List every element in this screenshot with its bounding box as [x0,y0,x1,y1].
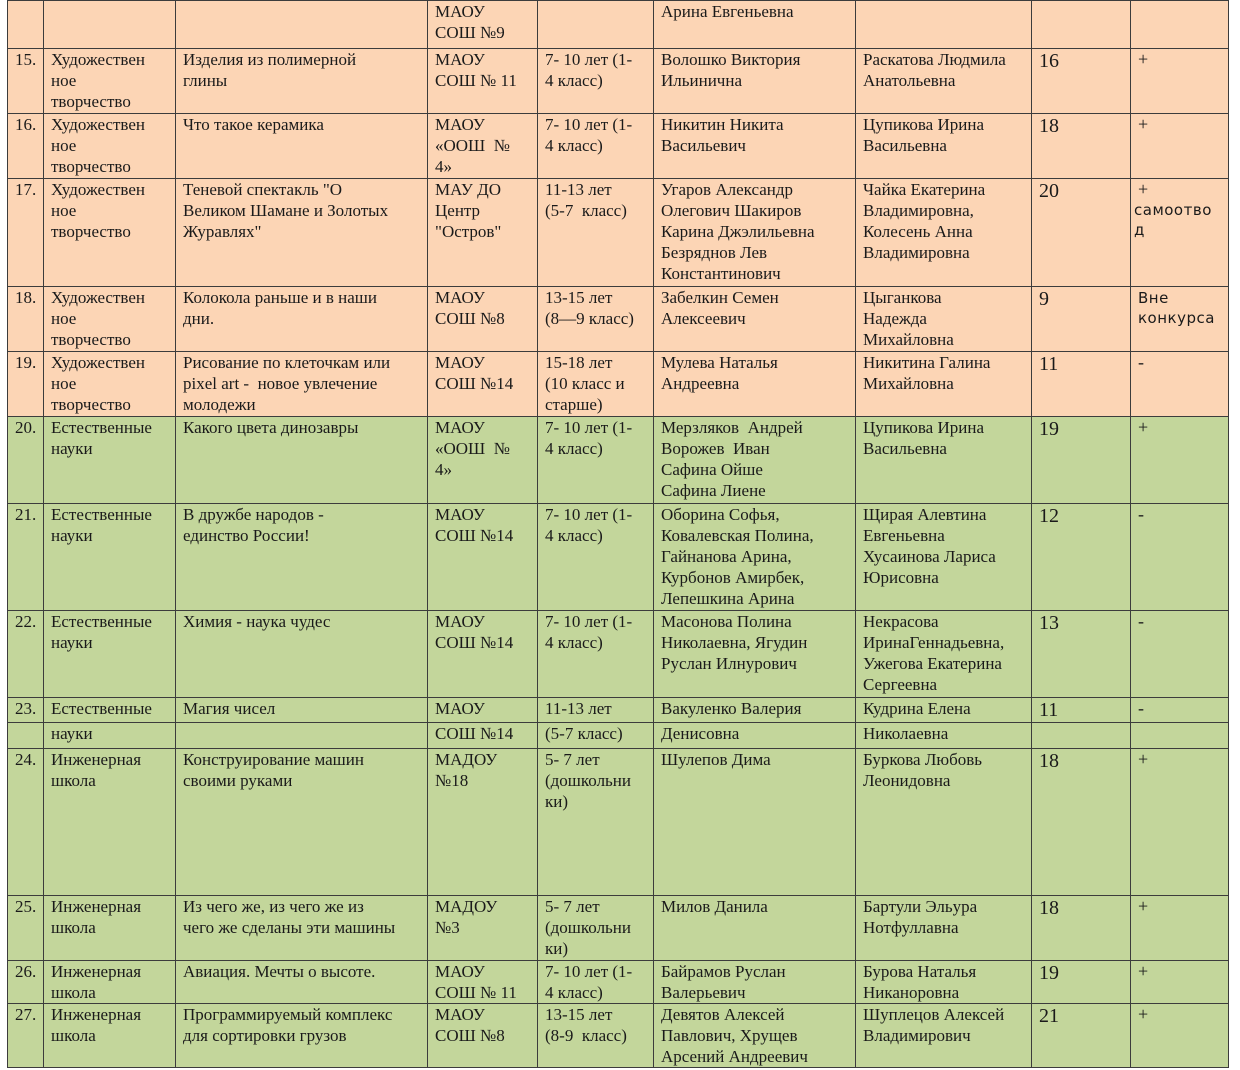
result-mark: - [1138,504,1144,524]
school-cell: МАОУ «ООШ № 4» [428,417,538,504]
score-cell: 13 [1032,611,1131,698]
result-mark: + [1138,49,1149,69]
table-row [8,723,1229,749]
row-number: 21. [8,504,44,611]
school-cell: МАОУ СОШ № 11 [428,961,538,1004]
row-number: 25. [8,896,44,961]
participants-cell: Масонова Полина Николаевна, Ягудин Руслан Илнурович [654,611,856,698]
score-cell [1032,1,1131,49]
title-cell: Что такое керамика [176,114,428,179]
title-cell: Теневой спектакль "О Великом Шамане и Золотых Журавлях" [176,179,428,287]
section-cell: Художествен ное творчество [44,352,176,417]
row-number: 24. [8,749,44,896]
age-cell: 13-15 лет (8-9 класс) [538,1004,654,1068]
school-cell: МАДОУ №3 [428,896,538,961]
school-cell: МАУ ДО Центр "Остров" [428,179,538,287]
participants-cell: Денисовна [654,723,856,749]
section-cell: Естественные науки [44,611,176,698]
age-cell: 13-15 лет (8—9 класс) [538,287,654,352]
title-cell: В дружбе народов - единство России! [176,504,428,611]
result-mark: + [1138,1004,1149,1024]
table-row [8,287,1229,352]
result-note: Вне конкурса [1138,289,1215,327]
score-cell: 18 [1032,896,1131,961]
school-cell: МАОУ СОШ № 11 [428,49,538,114]
participants-cell: Девятов Алексей Павлович, Хрущев Арсений Андреевич [654,1004,856,1068]
table-row [8,896,1229,961]
row-number: 23. [8,698,44,723]
title-cell [176,723,428,749]
section-cell: Естественные [44,698,176,723]
result-cell [1131,114,1229,179]
title-cell: Рисование по клеточкам или pixel art - новое увлечение молодежи [176,352,428,417]
section-cell: Художествен ное творчество [44,114,176,179]
participants-cell: Милов Данила [654,896,856,961]
leader-cell: Бурова Наталья Никаноровна [856,961,1032,1004]
result-cell [1131,179,1229,287]
participants-cell: Шулепов Дима [654,749,856,896]
participants-cell: Мулева Наталья Андреевна [654,352,856,417]
age-cell: 11-13 лет [538,698,654,723]
result-mark: + [1138,417,1149,437]
table-row [8,417,1229,504]
age-cell: 7- 10 лет (1- 4 класс) [538,611,654,698]
school-cell: МАОУ СОШ №9 [428,1,538,49]
age-cell: 7- 10 лет (1- 4 класс) [538,504,654,611]
result-mark: - [1138,698,1144,718]
result-mark: - [1138,352,1144,372]
result-note: самоотвод [1134,201,1212,239]
score-cell: 21 [1032,1004,1131,1068]
age-cell: (5-7 класс) [538,723,654,749]
age-cell: 15-18 лет (10 класс и старше) [538,352,654,417]
participants-cell: Угаров Александр Олегович Шакиров Карина Джэлильевна Безряднов Лев Константинович [654,179,856,287]
row-number: 16. [8,114,44,179]
school-cell: МАОУ [428,698,538,723]
title-cell: Какого цвета динозавры [176,417,428,504]
row-number: 22. [8,611,44,698]
section-cell: Инженерная школа [44,749,176,896]
age-cell: 7- 10 лет (1- 4 класс) [538,961,654,1004]
table-row [8,49,1229,114]
age-cell: 7- 10 лет (1- 4 класс) [538,114,654,179]
row-number: 18. [8,287,44,352]
result-cell [1131,352,1229,417]
age-cell: 11-13 лет (5-7 класс) [538,179,654,287]
score-cell: 19 [1032,961,1131,1004]
leader-cell: Буркова Любовь Леонидовна [856,749,1032,896]
table-row [8,1004,1229,1068]
leader-cell: Никитина Галина Михайловна [856,352,1032,417]
age-cell [538,1,654,49]
row-number [8,723,44,749]
title-cell: Колокола раньше и в наши дни. [176,287,428,352]
school-cell: СОШ №14 [428,723,538,749]
result-cell [1131,611,1229,698]
title-cell: Конструирование машин своими руками [176,749,428,896]
school-cell: МАДОУ №18 [428,749,538,896]
result-mark: + [1138,896,1149,916]
table-row [8,1,1229,49]
result-cell [1131,49,1229,114]
score-cell: 9 [1032,287,1131,352]
result-cell [1131,1004,1229,1068]
school-cell: МАОУ СОШ №14 [428,504,538,611]
table-row [8,698,1229,723]
participants-cell: Байрамов Руслан Валерьевич [654,961,856,1004]
section-cell: Инженерная школа [44,896,176,961]
table-row [8,961,1229,1004]
result-cell [1131,961,1229,1004]
results-table [7,0,1229,1068]
result-mark: + [1138,749,1149,769]
result-cell [1131,287,1229,352]
leader-cell: Чайка Екатерина Владимировна, Колесень Анна Владимировна [856,179,1032,287]
title-cell: Химия - наука чудес [176,611,428,698]
score-cell: 12 [1032,504,1131,611]
title-cell: Программируемый комплекс для сортировки грузов [176,1004,428,1068]
result-cell [1131,749,1229,896]
table-row [8,611,1229,698]
participants-cell: Никитин Никита Васильевич [654,114,856,179]
table-row [8,352,1229,417]
score-cell: 20 [1032,179,1131,287]
leader-cell: Бартули Эльура Нотфуллавна [856,896,1032,961]
row-number [8,1,44,49]
table-row [8,749,1229,896]
school-cell: МАОУ «ООШ № 4» [428,114,538,179]
section-cell: Художествен ное творчество [44,179,176,287]
result-cell [1131,896,1229,961]
participants-cell: Мерзляков Андрей Ворожев Иван Сафина Ойше Сафина Лиене [654,417,856,504]
participants-cell: Забелкин Семен Алексеевич [654,287,856,352]
row-number: 26. [8,961,44,1004]
score-cell: 16 [1032,49,1131,114]
school-cell: МАОУ СОШ №14 [428,352,538,417]
section-cell: Художествен ное творчество [44,287,176,352]
table-row [8,179,1229,287]
leader-cell: Цупикова Ирина Васильевна [856,417,1032,504]
title-cell: Изделия из полимерной глины [176,49,428,114]
school-cell: МАОУ СОШ №8 [428,1004,538,1068]
row-number: 27. [8,1004,44,1068]
leader-cell: Шуплецов Алексей Владимирович [856,1004,1032,1068]
leader-cell: Кудрина Елена [856,698,1032,723]
result-cell [1131,417,1229,504]
section-cell: Художествен ное творчество [44,49,176,114]
title-cell: Авиация. Мечты о высоте. [176,961,428,1004]
participants-cell: Волошко Виктория Ильинична [654,49,856,114]
result-cell [1131,504,1229,611]
result-cell [1131,698,1229,723]
row-number: 15. [8,49,44,114]
score-cell: 19 [1032,417,1131,504]
participants-cell: Арина Евгеньевна [654,1,856,49]
leader-cell [856,1,1032,49]
score-cell [1032,723,1131,749]
leader-cell: Цыганкова Надежда Михайловна [856,287,1032,352]
section-cell: Инженерная школа [44,1004,176,1068]
participants-cell: Вакуленко Валерия [654,698,856,723]
title-cell [176,1,428,49]
school-cell: МАОУ СОШ №14 [428,611,538,698]
result-cell [1131,1,1229,49]
score-cell: 18 [1032,114,1131,179]
result-mark: - [1138,611,1144,631]
age-cell: 5- 7 лет (дошкольни ки) [538,749,654,896]
score-cell: 11 [1032,698,1131,723]
section-cell: науки [44,723,176,749]
participants-cell: Оборина Софья, Ковалевская Полина, Гайнанова Арина, Курбонов Амирбек, Лепешкина Арина [654,504,856,611]
result-mark: + [1138,114,1149,134]
title-cell: Магия чисел [176,698,428,723]
section-cell: Естественные науки [44,417,176,504]
leader-cell: Некрасова ИринаГеннадьевна, Ужегова Екатерина Сергеевна [856,611,1032,698]
section-cell [44,1,176,49]
table-row [8,504,1229,611]
section-cell: Инженерная школа [44,961,176,1004]
age-cell: 7- 10 лет (1- 4 класс) [538,49,654,114]
row-number: 19. [8,352,44,417]
age-cell: 5- 7 лет (дошкольни ки) [538,896,654,961]
age-cell: 7- 10 лет (1- 4 класс) [538,417,654,504]
leader-cell: Николаевна [856,723,1032,749]
result-mark: + [1138,179,1149,199]
leader-cell: Щирая Алевтина Евгеньевна Хусаинова Лариса Юрисовна [856,504,1032,611]
score-cell: 11 [1032,352,1131,417]
title-cell: Из чего же, из чего же из чего же сделаны эти машины [176,896,428,961]
score-cell: 18 [1032,749,1131,896]
section-cell: Естественные науки [44,504,176,611]
leader-cell: Цупикова Ирина Васильевна [856,114,1032,179]
result-mark: + [1138,961,1149,981]
row-number: 17. [8,179,44,287]
result-cell [1131,723,1229,749]
table-row [8,114,1229,179]
school-cell: МАОУ СОШ №8 [428,287,538,352]
row-number: 20. [8,417,44,504]
leader-cell: Раскатова Людмила Анатольевна [856,49,1032,114]
